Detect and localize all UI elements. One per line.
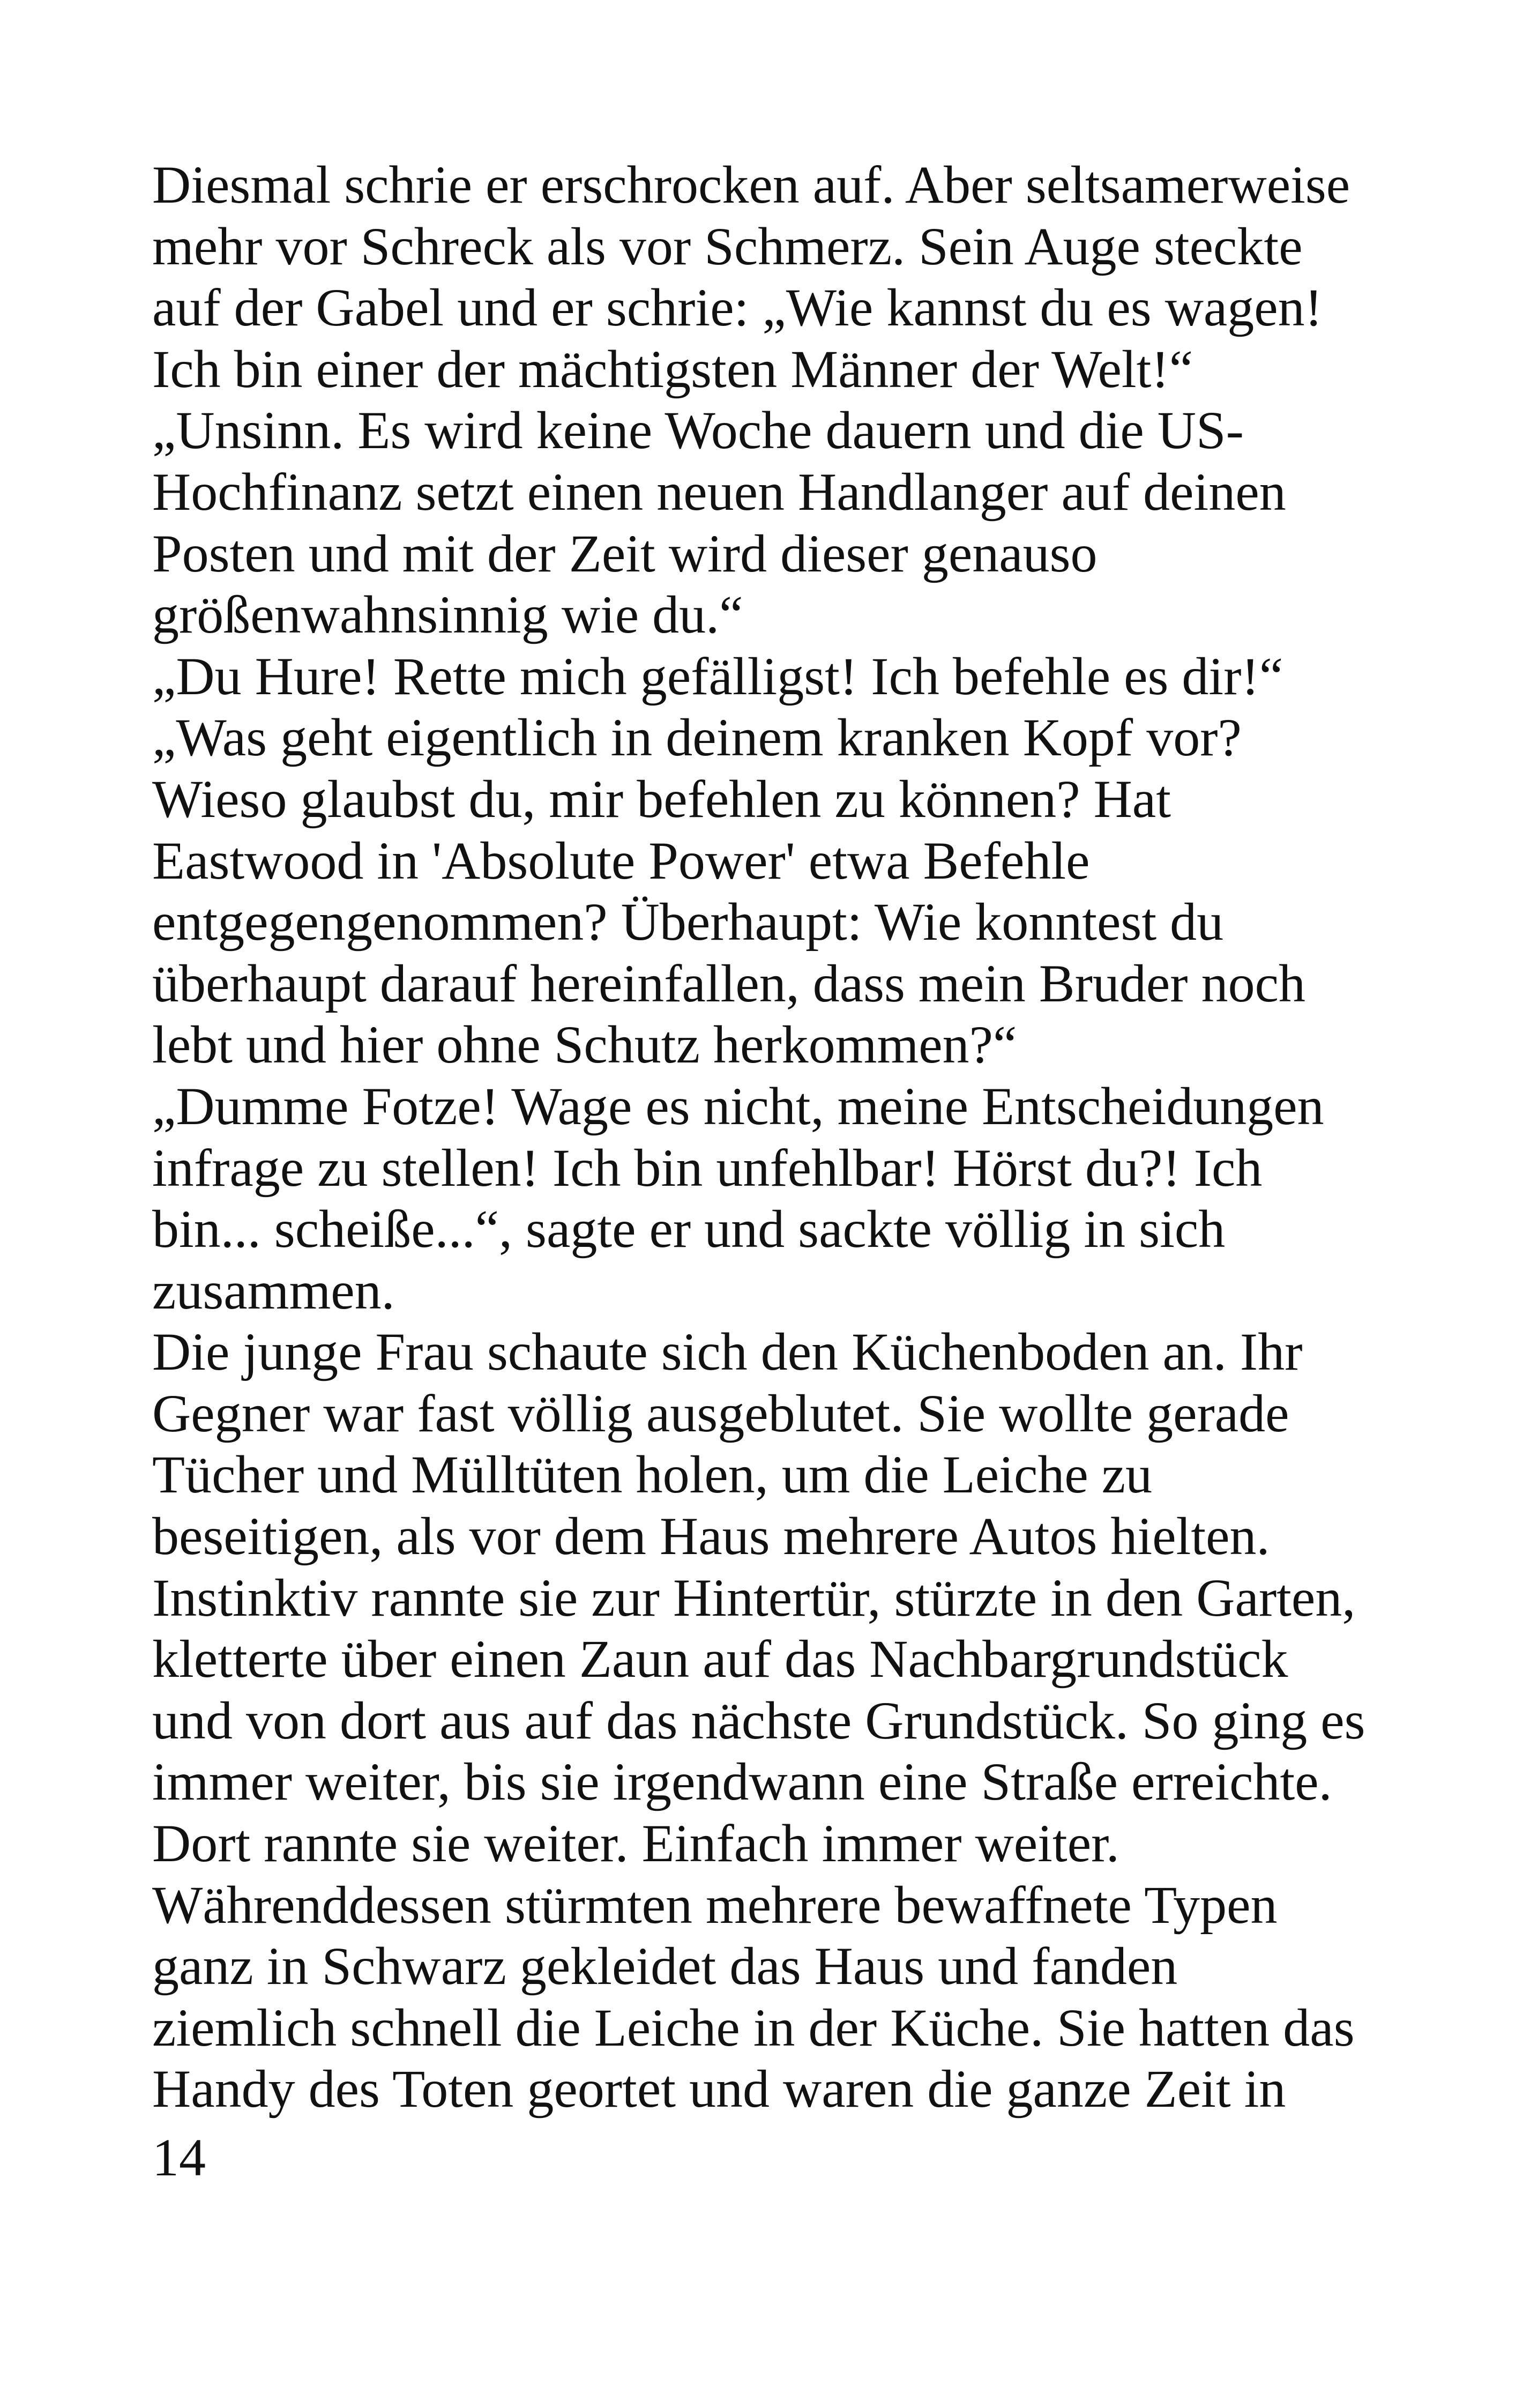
text-line: ganz in Schwarz gekleidet das Haus und fanden (152, 1936, 1178, 1996)
text-line: Tücher und Mülltüten holen, um die Leiche zu (152, 1445, 1153, 1505)
text-line: kletterte über einen Zaun auf das Nachbargrundstück (152, 1629, 1288, 1689)
text-line: Währenddessen stürmten mehrere bewaffnete Typen (152, 1875, 1278, 1935)
text-line: lebt und hier ohne Schutz herkommen?“ (152, 1015, 1017, 1075)
text-line: und von dort aus auf das nächste Grundstück. So ging es (152, 1690, 1365, 1750)
text-line: Gegner war fast völlig ausgeblutet. Sie wollte gerade (152, 1383, 1289, 1443)
text-line: „Dumme Fotze! Wage es nicht, meine Entscheidungen (152, 1076, 1324, 1136)
text-line: Eastwood in 'Absolute Power' etwa Befehle (152, 830, 1090, 890)
text-line: beseitigen, als vor dem Haus mehrere Autos hielten. (152, 1506, 1270, 1566)
text-line: „Unsinn. Es wird keine Woche dauern und die US- (152, 400, 1244, 460)
text-line: „Was geht eigentlich in deinem kranken Kopf vor? (152, 708, 1242, 768)
text-line: Handy des Toten geortet und waren die ganze Zeit in (152, 2059, 1286, 2119)
text-line: auf der Gabel und er schrie: „Wie kannst du es wagen! (152, 278, 1323, 338)
text-line: immer weiter, bis sie irgendwann eine Straße erreichte. (152, 1752, 1332, 1812)
body-text (152, 154, 1385, 2120)
text-line: mehr vor Schreck als vor Schmerz. Sein Auge steckte (152, 216, 1303, 276)
text-line: größenwahnsinnig wie du.“ (152, 585, 743, 645)
text-line: Wieso glaubst du, mir befehlen zu können? Hat (152, 769, 1171, 829)
text-line: überhaupt darauf hereinfallen, dass mein Bruder noch (152, 953, 1305, 1013)
text-line: Die junge Frau schaute sich den Küchenboden an. Ihr (152, 1322, 1303, 1382)
text-line: bin... scheiße...“, sagte er und sackte völlig in sich (152, 1199, 1226, 1259)
text-line: Dort rannte sie weiter. Einfach immer weiter. (152, 1814, 1119, 1874)
page-number: 14 (152, 2128, 206, 2187)
text-line: Posten und mit der Zeit wird dieser genauso (152, 523, 1098, 583)
text-line: infrage zu stellen! Ich bin unfehlbar! Hörst du?! Ich (152, 1138, 1263, 1198)
text-line: „Du Hure! Rette mich gefälligst! Ich befehle es dir!“ (152, 646, 1283, 706)
text-line: Instinktiv rannte sie zur Hintertür, stürzte in den Garten, (152, 1567, 1356, 1627)
text-line: Hochfinanz setzt einen neuen Handlanger auf deinen (152, 462, 1286, 522)
text-line: ziemlich schnell die Leiche in der Küche. Sie hatten das (152, 1997, 1355, 2057)
text-line: Ich bin einer der mächtigsten Männer der Welt!“ (152, 339, 1193, 399)
text-line: Diesmal schrie er erschrocken auf. Aber seltsamerweise (152, 155, 1350, 214)
text-line: entgegengenommen? Überhaupt: Wie konntest du (152, 892, 1224, 952)
text-line: zusammen. (152, 1260, 395, 1320)
